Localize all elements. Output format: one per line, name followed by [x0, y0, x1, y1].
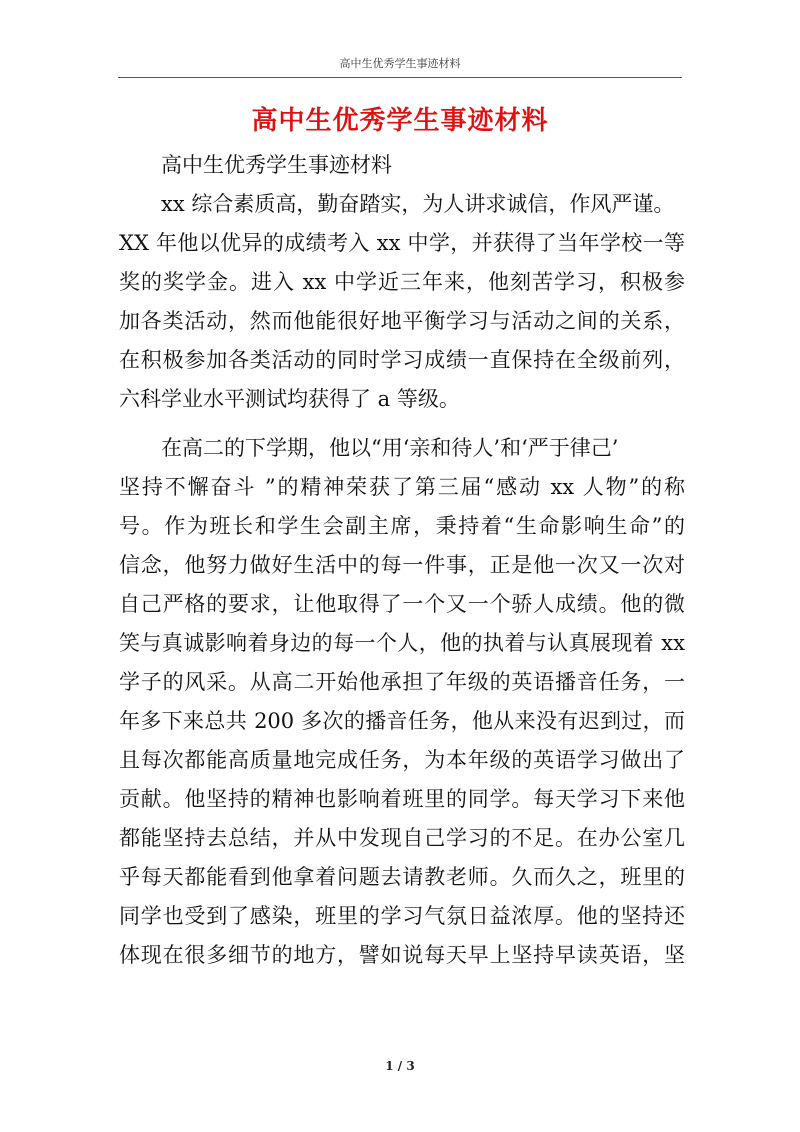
paragraph-gap	[119, 419, 685, 429]
paragraph-line: 六科学业水平测试均获得了 a 等级。	[119, 387, 460, 411]
paragraph-line: 在积极参加各类活动的同时学习成绩一直保持在全级前列，	[119, 348, 685, 372]
document-title: 高中生优秀学生事迹材料	[251, 106, 549, 136]
document-body	[119, 146, 685, 975]
paragraph-line: 同学也受到了感染，班里的学习气氛日益浓厚。他的坚持还	[119, 904, 685, 928]
header-divider	[118, 77, 682, 78]
paragraph-line: 都能坚持去总结，并从中发现自己学习的不足。在办公室几	[119, 826, 685, 850]
paragraph-line: 在高二的下学期，他以“用‘亲和待人’和‘严于律己’	[161, 436, 619, 460]
paragraph-line: 加各类活动，然而他能很好地平衡学习与活动之间的关系，	[119, 309, 685, 333]
paragraph-line: 号。作为班长和学生会副主席，秉持着“生命影响生命”的	[119, 514, 685, 538]
paragraph-line: 年多下来总共 200 多次的播音任务，他从来没有迟到过，而	[119, 709, 685, 733]
page-number: 1 / 3	[385, 1059, 415, 1073]
paragraph-line: 体现在很多细节的地方，譬如说每天早上坚持早读英语，坚	[119, 943, 685, 967]
paragraph-line: 笑与真诚影响着身边的每一个人，他的执着与认真展现着 xx	[119, 631, 685, 655]
paragraph-line: 学子的风采。从高二开始他承担了年级的英语播音任务，一	[119, 670, 685, 694]
paragraph-line: 自己严格的要求，让他取得了一个又一个骄人成绩。他的微	[119, 592, 685, 616]
paragraph-line: 奖的奖学金。进入 xx 中学近三年来，他刻苦学习，积极参	[119, 270, 685, 294]
document-subtitle: 高中生优秀学生事迹材料	[161, 153, 392, 177]
paragraph-line: XX 年他以优异的成绩考入 xx 中学，并获得了当年学校一等	[119, 231, 685, 255]
paragraph-line: 信念，他努力做好生活中的每一件事，正是他一次又一次对	[119, 553, 685, 577]
paragraph-line: 且每次都能高质量地完成任务，为本年级的英语学习做出了	[119, 748, 685, 772]
paragraph-line: 坚持不懈奋斗 ”的精神荣获了第三届“感动 xx 人物”的称	[119, 475, 685, 499]
paragraph-line: xx 综合素质高，勤奋踏实，为人讲求诚信，作风严谨。	[161, 192, 675, 216]
running-header: 高中生优秀学生事迹材料	[339, 57, 461, 70]
paragraph-line: 乎每天都能看到他拿着问题去请教老师。久而久之，班里的	[119, 865, 685, 889]
paragraph-line: 贡献。他坚持的精神也影响着班里的同学。每天学习下来他	[119, 787, 685, 811]
